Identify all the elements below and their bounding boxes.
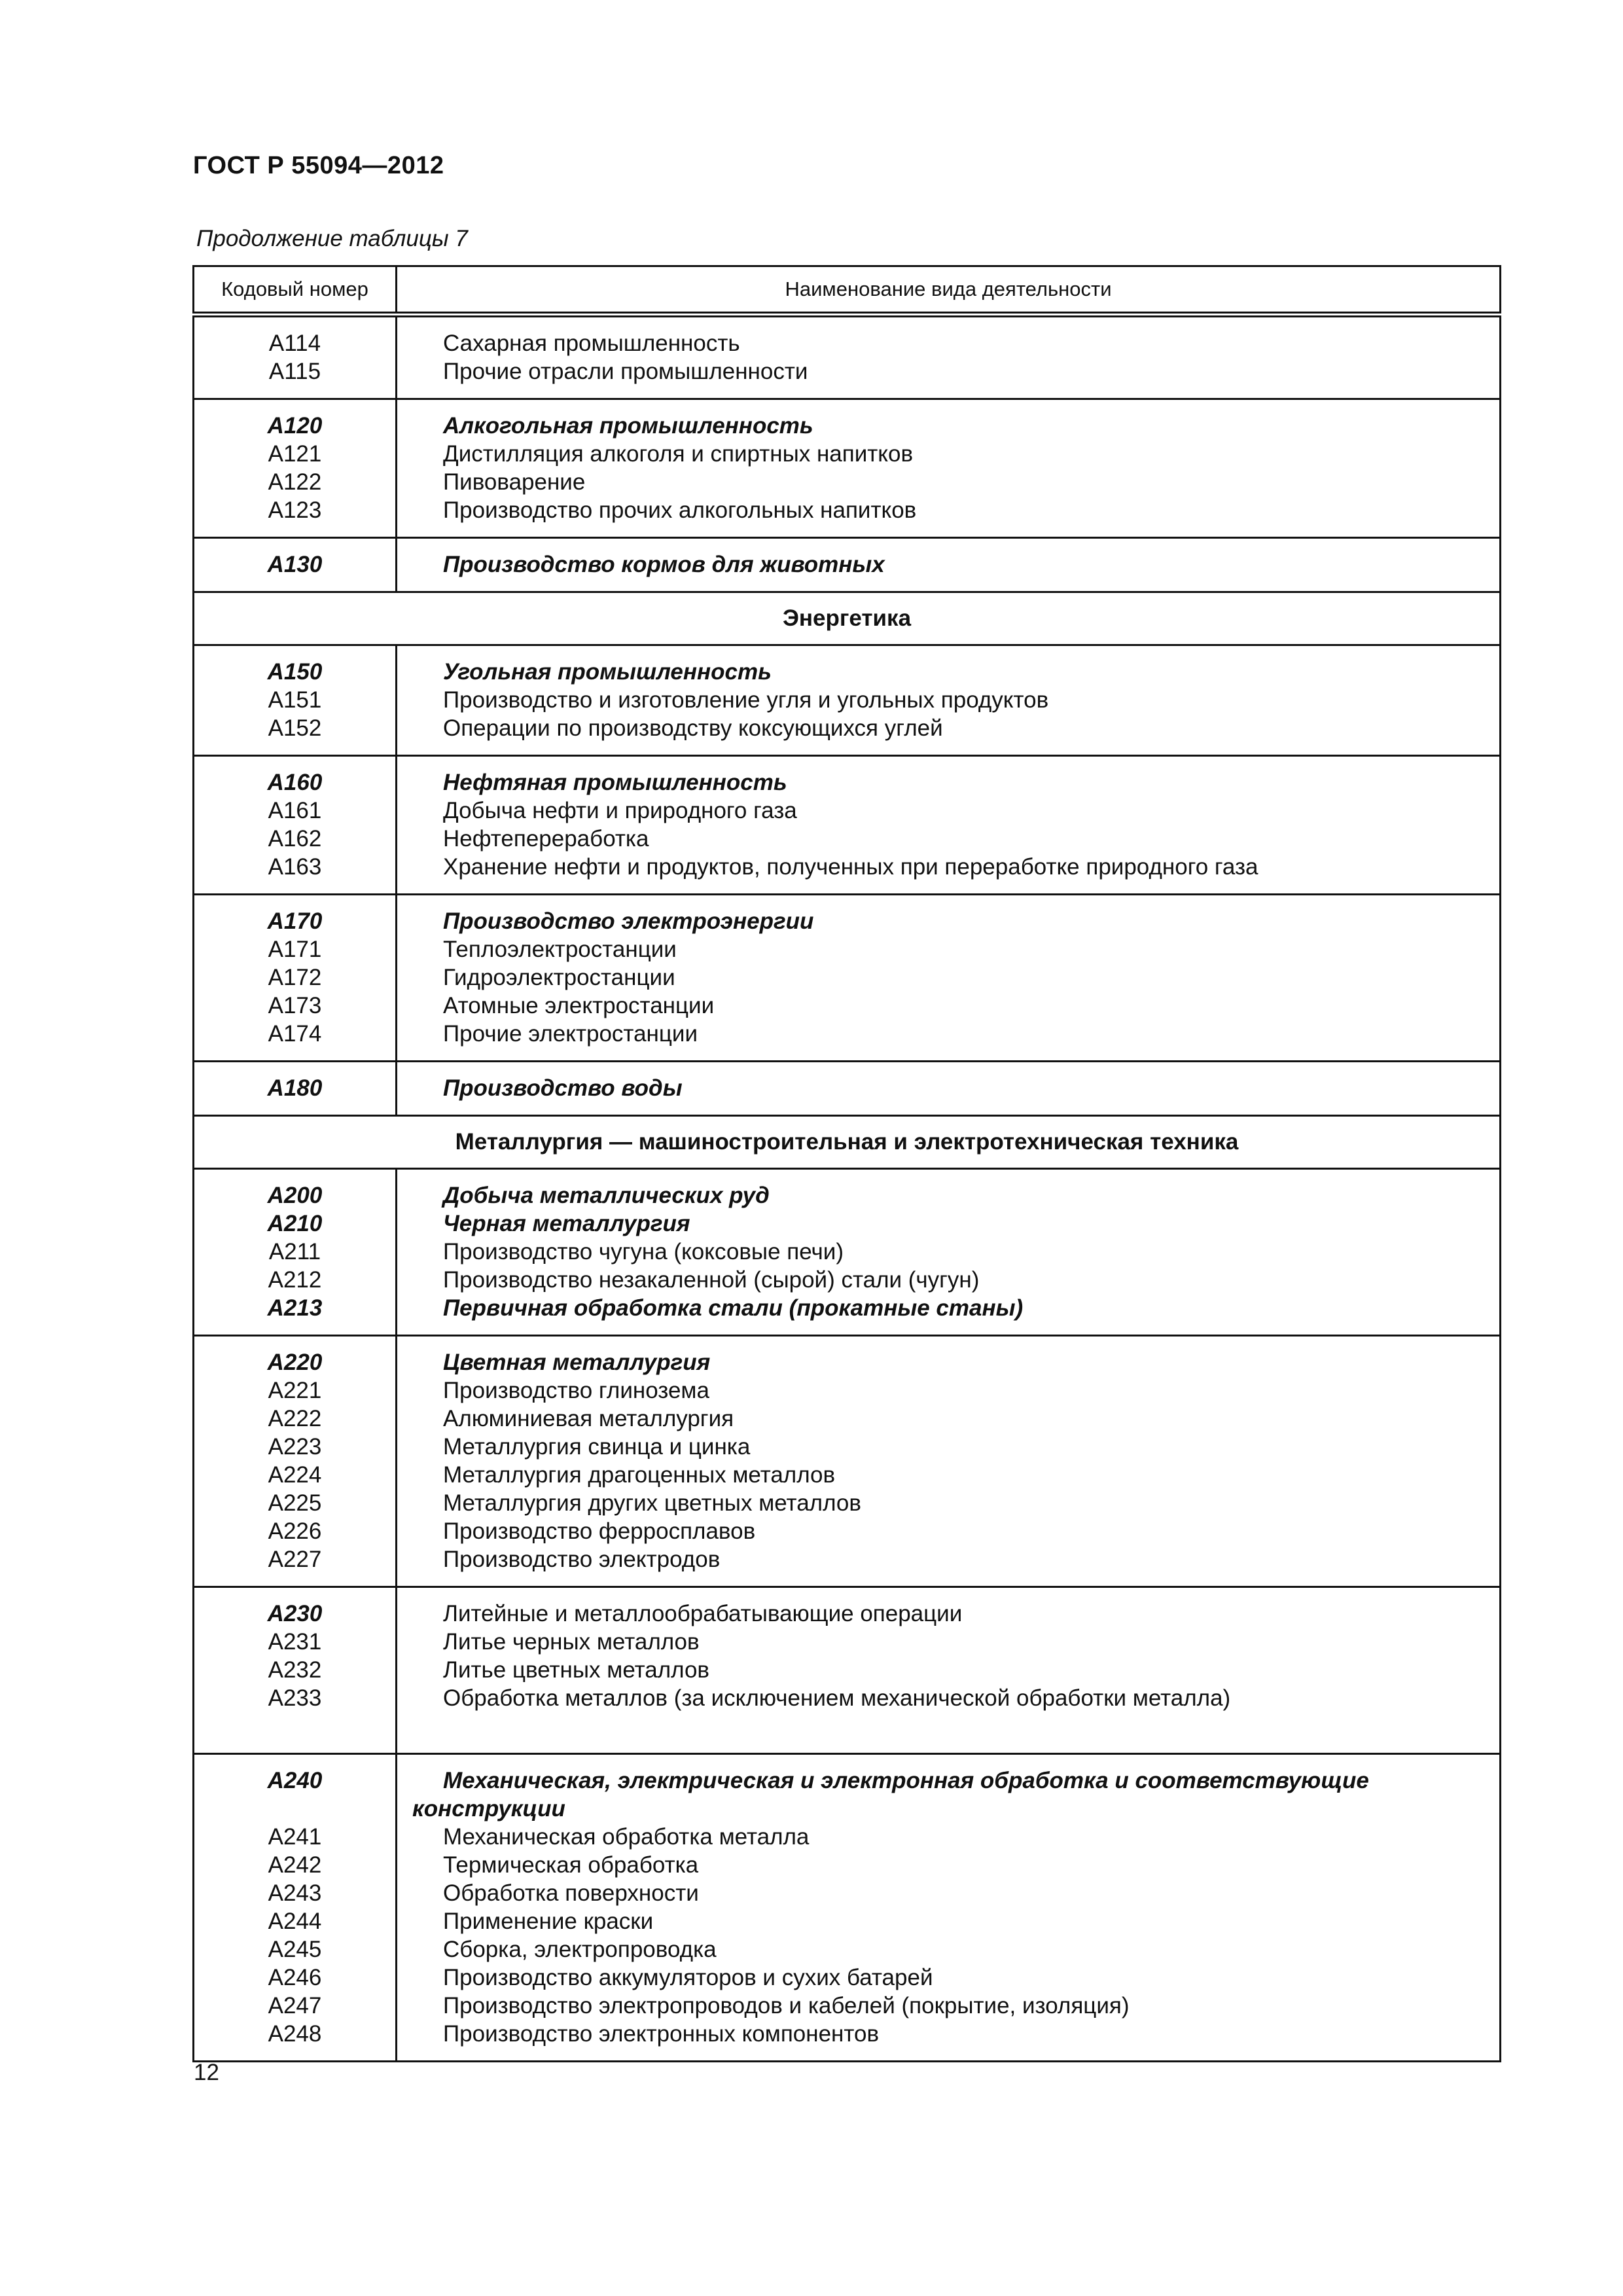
activity-code: A224 xyxy=(268,1462,322,1488)
activity-table-container xyxy=(192,265,1501,2062)
activity-name: Черная металлургия xyxy=(443,1211,690,1236)
activity-name: Металлургия свинца и цинка xyxy=(443,1434,751,1460)
activity-name: Прочие электростанции xyxy=(443,1021,698,1047)
document-header: ГОСТ Р 55094—2012 xyxy=(193,152,444,179)
column-header-name: Наименование вида деятельности xyxy=(397,266,1501,315)
activity-code: A170 xyxy=(267,908,323,934)
activity-code: A213 xyxy=(267,1295,323,1321)
table-row-group xyxy=(194,315,1501,399)
activity-code: A242 xyxy=(268,1852,322,1878)
activity-name: Производство и изготовление угля и угольных продуктов xyxy=(443,687,1049,713)
activity-code: A160 xyxy=(267,770,323,795)
table-caption: Продолжение таблицы 7 xyxy=(196,226,468,251)
activity-code: A248 xyxy=(268,2021,322,2047)
activity-name: Угольная промышленность xyxy=(443,659,772,685)
activity-code: A227 xyxy=(268,1547,322,1572)
activity-code-table xyxy=(192,265,1501,2062)
activity-name: Первичная обработка стали (прокатные станы) xyxy=(443,1295,1024,1321)
activity-name: Производство ферросплавов xyxy=(443,1518,756,1544)
table-row-group xyxy=(194,645,1501,756)
activity-code: A115 xyxy=(268,359,321,384)
activity-code: A174 xyxy=(268,1021,322,1047)
activity-code: A180 xyxy=(267,1075,323,1101)
activity-code: A200 xyxy=(267,1183,323,1208)
activity-code: A230 xyxy=(267,1601,323,1626)
activity-name: Обработка металлов (за исключением механической обработки металла) xyxy=(443,1685,1231,1711)
activity-name: Сахарная промышленность xyxy=(443,331,740,356)
activity-code: A231 xyxy=(268,1629,322,1655)
activity-name: Механическая обработка металла xyxy=(443,1824,810,1850)
activity-name: Алкогольная промышленность xyxy=(443,413,813,439)
name-cell xyxy=(397,756,1501,895)
activity-code: A225 xyxy=(268,1490,322,1516)
table-header-row xyxy=(194,266,1501,315)
activity-code: A222 xyxy=(268,1406,322,1431)
activity-name: Алюминиевая металлургия xyxy=(443,1406,734,1431)
table-row-group xyxy=(194,1587,1501,1754)
activity-name: Производство незакаленной (сырой) стали (чугун) xyxy=(443,1267,980,1293)
activity-name: Литейные и металлообрабатывающие операции xyxy=(443,1601,963,1626)
activity-name: Металлургия драгоценных металлов xyxy=(443,1462,836,1488)
activity-name: Гидроэлектростанции xyxy=(443,965,675,990)
activity-name: Производство прочих алкогольных напитков xyxy=(443,497,917,523)
activity-code: A232 xyxy=(268,1657,322,1683)
activity-name: Нефтепереработка xyxy=(443,826,649,852)
activity-code: A123 xyxy=(268,497,322,523)
name-cell xyxy=(397,1587,1501,1754)
code-cell xyxy=(194,399,397,538)
activity-name: Производство электродов xyxy=(443,1547,721,1572)
table-row-group xyxy=(194,1336,1501,1587)
section-title: Энергетика xyxy=(194,592,1501,645)
activity-code: A244 xyxy=(268,1909,322,1934)
activity-code: A211 xyxy=(268,1239,321,1265)
table-row-group xyxy=(194,1169,1501,1336)
activity-code: A243 xyxy=(268,1880,322,1906)
name-cell xyxy=(397,895,1501,1062)
column-header-code: Кодовый номер xyxy=(194,266,397,315)
activity-name: Применение краски xyxy=(443,1909,654,1934)
activity-code: A161 xyxy=(268,798,322,823)
activity-code: A241 xyxy=(268,1824,322,1850)
activity-code: A162 xyxy=(268,826,322,852)
code-cell xyxy=(194,645,397,756)
activity-code: A240 xyxy=(267,1768,323,1793)
activity-code: A245 xyxy=(268,1937,322,1962)
code-cell xyxy=(194,1754,397,2062)
code-cell xyxy=(194,1169,397,1336)
table-row-group xyxy=(194,1062,1501,1116)
activity-name: Нефтяная промышленность xyxy=(443,770,787,795)
activity-name: Обработка поверхности xyxy=(443,1880,699,1906)
activity-name: Хранение нефти и продуктов, полученных при переработке природного газа xyxy=(443,854,1258,880)
activity-name: Механическая, электрическая и электронная обработка и соответствующие конструкции xyxy=(412,1768,1369,1821)
activity-code: A121 xyxy=(268,441,322,467)
section-title: Металлургия — машиностроительная и электротехническая техника xyxy=(194,1116,1501,1169)
code-cell xyxy=(194,1587,397,1754)
section-row xyxy=(194,1116,1501,1169)
table-body xyxy=(194,315,1501,2062)
activity-code: A171 xyxy=(268,937,322,962)
activity-name: Теплоэлектростанции xyxy=(443,937,677,962)
activity-name: Металлургия других цветных металлов xyxy=(443,1490,861,1516)
activity-name: Атомные электростанции xyxy=(443,993,715,1018)
activity-code: A120 xyxy=(267,413,323,439)
activity-code: A163 xyxy=(268,854,322,880)
activity-code: A226 xyxy=(268,1518,322,1544)
name-cell xyxy=(397,1336,1501,1587)
activity-code: A220 xyxy=(267,1350,323,1375)
activity-code: A152 xyxy=(268,715,322,741)
code-cell xyxy=(194,1062,397,1116)
table-row-group xyxy=(194,1754,1501,2062)
activity-name: Производство аккумуляторов и сухих батарей xyxy=(443,1965,933,1990)
code-cell xyxy=(194,756,397,895)
activity-name: Производство электронных компонентов xyxy=(443,2021,880,2047)
activity-name: Прочие отрасли промышленности xyxy=(443,359,808,384)
activity-name: Литье цветных металлов xyxy=(443,1657,710,1683)
name-cell xyxy=(397,1062,1501,1116)
table-row-group xyxy=(194,399,1501,538)
activity-name: Производство глинозема xyxy=(443,1378,709,1403)
activity-code: A114 xyxy=(268,331,321,356)
activity-code: A173 xyxy=(268,993,322,1018)
activity-code: A130 xyxy=(267,552,323,577)
activity-name: Операции по производству коксующихся углей xyxy=(443,715,943,741)
activity-name: Дистилляция алкоголя и спиртных напитков xyxy=(443,441,914,467)
activity-name: Производство электроэнергии xyxy=(443,908,814,934)
code-cell xyxy=(194,1336,397,1587)
activity-code: A172 xyxy=(268,965,322,990)
activity-name: Сборка, электропроводка xyxy=(443,1937,717,1962)
table-row-group xyxy=(194,756,1501,895)
name-cell xyxy=(397,399,1501,538)
activity-name: Пивоварение xyxy=(443,469,586,495)
page-number: 12 xyxy=(194,2060,219,2085)
name-cell xyxy=(397,1754,1501,2062)
activity-code: A247 xyxy=(268,1993,322,2018)
activity-code: A221 xyxy=(268,1378,322,1403)
activity-name: Добыча нефти и природного газа xyxy=(443,798,797,823)
activity-code: A246 xyxy=(268,1965,322,1990)
activity-name: Производство воды xyxy=(443,1075,683,1101)
activity-code: A233 xyxy=(268,1685,322,1711)
activity-code: A151 xyxy=(268,687,322,713)
activity-name: Литье черных металлов xyxy=(443,1629,700,1655)
activity-code: A223 xyxy=(268,1434,322,1460)
activity-name: Термическая обработка xyxy=(443,1852,699,1878)
name-cell xyxy=(397,315,1501,399)
name-cell xyxy=(397,538,1501,592)
activity-name: Добыча металлических руд xyxy=(443,1183,770,1208)
table-row-group xyxy=(194,538,1501,592)
activity-name: Производство электропроводов и кабелей (покрытие, изоляция) xyxy=(443,1993,1130,2018)
activity-name: Производство кормов для животных xyxy=(443,552,885,577)
name-cell xyxy=(397,645,1501,756)
name-cell xyxy=(397,1169,1501,1336)
code-cell xyxy=(194,315,397,399)
code-cell xyxy=(194,895,397,1062)
activity-name: Цветная металлургия xyxy=(443,1350,711,1375)
section-row xyxy=(194,592,1501,645)
activity-code: A122 xyxy=(268,469,322,495)
activity-name: Производство чугуна (коксовые печи) xyxy=(443,1239,844,1265)
activity-code: A210 xyxy=(267,1211,323,1236)
table-row-group xyxy=(194,895,1501,1062)
activity-code: A212 xyxy=(268,1267,322,1293)
code-cell xyxy=(194,538,397,592)
activity-code: A150 xyxy=(267,659,323,685)
